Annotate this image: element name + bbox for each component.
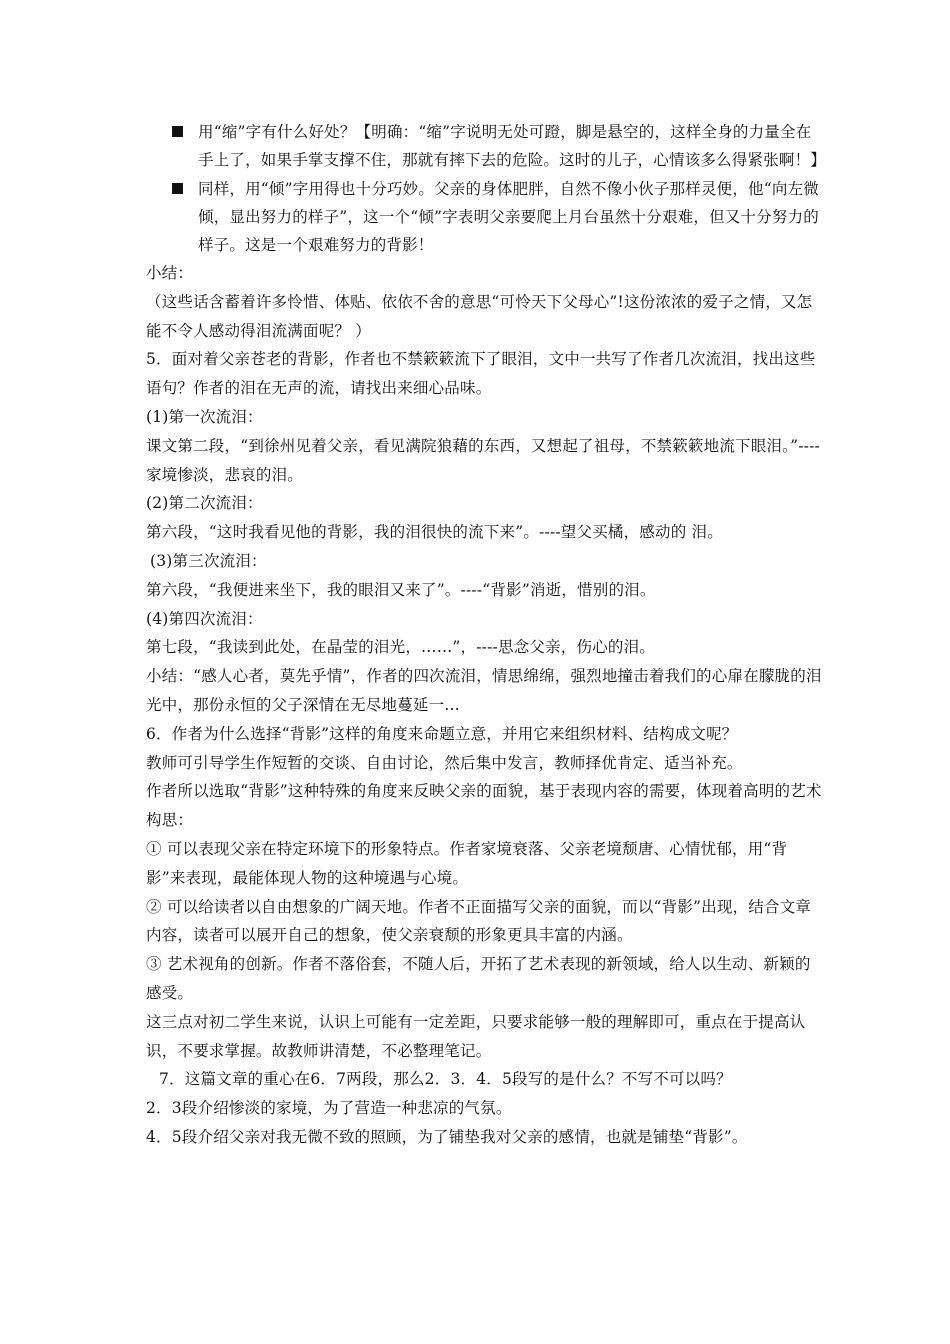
point-3: ③ 艺术视角的创新。作者不落俗套，不随人后，开拓了艺术表现的新领域，给人以生动、新颖的感受。 — [146, 955, 811, 1002]
summary-label: 小结： — [146, 264, 194, 282]
question-6-guide: 教师可引导学生作短暂的交谈、自由讨论，然后集中发言，教师择优肯定、适当补充。 — [146, 753, 743, 772]
square-bullet-icon — [172, 126, 183, 137]
answer-7-line-2: 4．5段介绍父亲对我无微不致的照顾，为了铺垫我对父亲的感情，也就是铺垫“背影”。 — [146, 1127, 748, 1146]
answer-7-line-1: 2．3段介绍惨淡的家境，为了营造一种悲凉的气氛。 — [146, 1099, 512, 1118]
tear-1-text: 课文第二段，“到徐州见着父亲，看见满院狼藉的东西，又想起了祖母，不禁簌簌地流下眼泪。”----家境惨淡，悲哀的泪。 — [146, 436, 820, 484]
question-7: 7．这篇文章的重心在6．7两段，那么2．3．4．5段写的是什么？不写不可以吗？ — [159, 1070, 732, 1089]
tear-4-text: 第七段，“我读到此处，在晶莹的泪光，……”，----思念父亲，伤心的泪。 — [146, 638, 655, 657]
tear-1-label: (1)第一次流泪： — [146, 407, 263, 426]
bullet-text: 用“缩”字有什么好处？【明确：“缩”字说明无处可蹬，脚是悬空的，这样全身的力量全在手上了，如果手掌支撑不住，那就有摔下去的危险。这时的儿子，心情该多么得紧张啊！】 — [198, 123, 827, 169]
question-6: 6．作者为什么选择“背影”这样的角度来命题立意，并用它来组织材料、结构成文呢？ — [146, 724, 738, 743]
summary-text: （这些话含蓄着许多怜惜、体贴、依依不舍的意思“可怜天下父母心”!这份浓浓的爱子之情，又怎能不令人感动得泪流满面呢？ ） — [146, 292, 813, 340]
tear-2-text: 第六段，“这时我看见他的背影，我的泪很快的流下来”。----望父买橘，感动的 泪。 — [146, 523, 723, 542]
tear-3-label: (3)第三次流泪： — [150, 551, 267, 570]
bullet-item — [146, 118, 826, 174]
document-page — [146, 118, 826, 1152]
tear-2-label: (2)第二次流泪： — [146, 494, 263, 513]
summary-2: 小结：“感人心者，莫先乎情”，作者的四次流泪，情思绵绵，强烈地撞击着我们的心扉在朦胧的泪光中，那份永恒的父子深情在无尽地蔓延一… — [146, 667, 822, 714]
question-6-answer: 作者所以选取“背影”这种特殊的角度来反映父亲的面貌，基于表现内容的需要，体现着高明的艺术构思： — [146, 782, 822, 830]
bullet-item — [146, 175, 826, 259]
teacher-note: 这三点对初二学生来说，认识上可能有一定差距，只要求能够一般的理解即可，重点在于提高认识，不要求掌握。故教师讲清楚，不必整理笔记。 — [146, 1012, 806, 1060]
point-1: ① 可以表现父亲在特定环境下的形象特点。作者家境衰落、父亲老境颓唐、心情忧郁，用“背影”来表现，最能体现人物的这种境遇与心境。 — [146, 839, 788, 887]
question-5: 5．面对着父亲苍老的背影，作者也不禁簌簌流下了眼泪，文中一共写了作者几次流泪，找出这些语句？作者的泪在无声的流，请找出来细心品味。 — [146, 350, 816, 398]
bullet-text: 同样，用“倾”字用得也十分巧妙。父亲的身体肥胖，自然不像小伙子那样灵便，他“向左微倾，显出努力的样子”，这一个“倾”字表明父亲要爬上月台虽然十分艰难，但又十分努力的样子。这是一个艰难努力的背影！ — [198, 180, 819, 254]
tear-4-label: (4)第四次流泪： — [146, 609, 263, 628]
point-2: ② 可以给读者以自由想象的广阔天地。作者不正面描写父亲的面貌，而以“背影”出现，结合文章内容，读者可以展开自己的想象，使父亲衰颓的形象更具丰富的内涵。 — [146, 897, 812, 945]
square-bullet-icon — [172, 183, 183, 194]
tear-3-text: 第六段，“我便进来坐下，我的眼泪又来了”。----“背影”消逝，惜别的泪。 — [146, 580, 656, 599]
